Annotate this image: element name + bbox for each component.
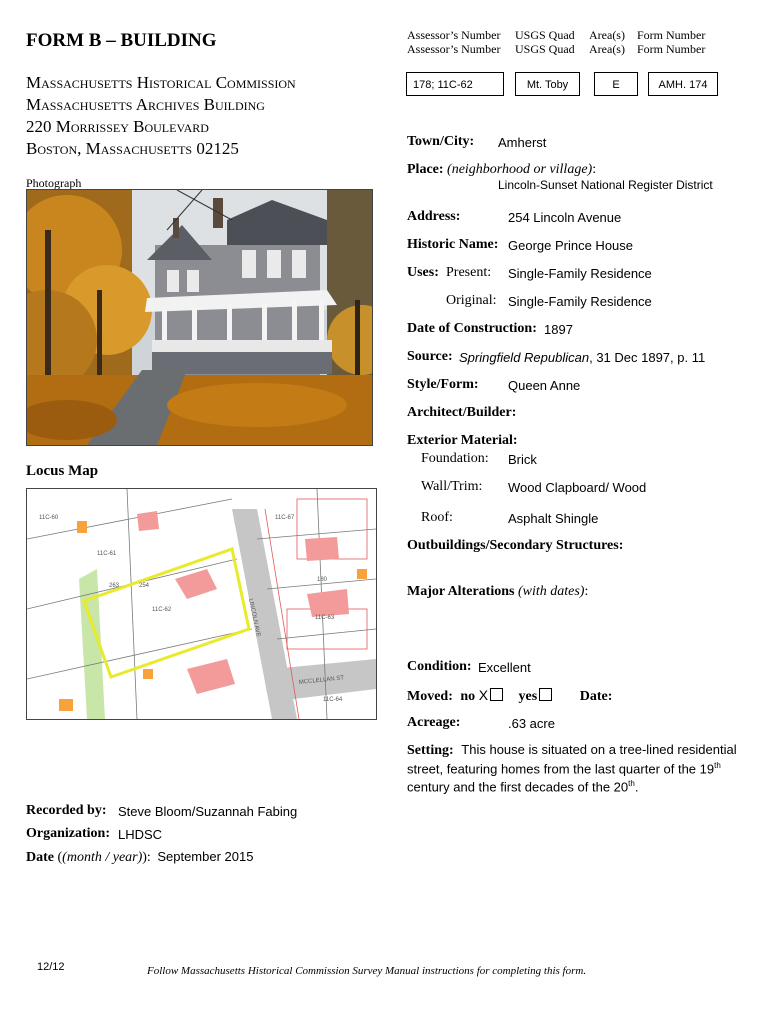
record-date-label: Date xyxy=(26,850,54,865)
instructions-note: Follow Massachusetts Historical Commission Survey Manual instructions for completing this form. xyxy=(147,965,587,977)
original-use-value[interactable]: Single-Family Residence xyxy=(508,294,652,309)
place-label: Place: xyxy=(407,162,444,177)
recorded-by-label: Recorded by: xyxy=(26,803,107,818)
date-of-construction-label: Date of Construction: xyxy=(407,321,537,336)
acreage-value[interactable]: .63 acre xyxy=(508,716,555,731)
record-date-sublabel: (month / year) xyxy=(62,850,143,865)
assessor-label: Assessor’s Number xyxy=(407,28,501,42)
place-sublabel: (neighborhood or village) xyxy=(447,162,593,177)
map-label-number-263: 263 xyxy=(109,583,120,589)
exterior-material-label: Exterior Material: xyxy=(407,433,518,448)
architect-label: Architect/Builder: xyxy=(407,405,517,420)
wall-trim-label: Wall/Trim: xyxy=(421,479,483,494)
style-value[interactable]: Queen Anne xyxy=(508,378,581,393)
photograph-label: Photograph xyxy=(26,176,82,190)
alterations-sublabel: (with dates) xyxy=(517,584,585,599)
setting-superscript-2: th xyxy=(628,779,635,789)
address-label: Address: xyxy=(407,209,461,224)
moved-yes-checkbox[interactable] xyxy=(539,688,552,701)
commission-line-4: Boston, Massachusetts 02125 xyxy=(26,139,239,158)
area-label: Area(s) xyxy=(589,28,625,42)
moved-no-checkbox[interactable] xyxy=(490,688,503,701)
moved-no-label: no xyxy=(460,689,476,704)
condition-value[interactable]: Excellent xyxy=(478,660,531,675)
setting-block xyxy=(407,742,747,795)
usgs-label: USGS Quad xyxy=(515,42,575,56)
recorded-by-value[interactable]: Steve Bloom/Suzannah Fabing xyxy=(118,804,298,819)
original-label: Original: xyxy=(446,293,497,308)
assessor-number-field[interactable]: 178; 11C-62 xyxy=(406,72,504,96)
form-number-field[interactable]: AMH. 174 xyxy=(648,72,718,96)
setting-label: Setting: xyxy=(407,743,454,758)
uses-label: Uses: xyxy=(407,265,439,280)
moved-label: Moved: xyxy=(407,689,453,704)
page-code: 12/12 xyxy=(37,961,65,973)
commission-line-2: Massachusetts Archives Building xyxy=(26,95,265,114)
moved-no-mark: X xyxy=(478,687,489,703)
date-of-construction-value[interactable]: 1897 xyxy=(544,322,573,337)
map-label-parcel-64: 11C-64 xyxy=(323,697,343,703)
organization-value[interactable]: LHDSC xyxy=(118,827,163,842)
present-label: Present: xyxy=(446,265,492,280)
alterations-row: Major Alterations (with dates): xyxy=(407,584,589,599)
condition-label: Condition: xyxy=(407,659,472,674)
present-use-value[interactable]: Single-Family Residence xyxy=(508,266,652,281)
setting-text-line-2: street, featuring homes from the last quarter of the 19 xyxy=(407,761,715,777)
source-label: Source: xyxy=(407,349,453,364)
usgs-label: USGS Quad xyxy=(515,28,575,42)
alterations-label: Major Alterations xyxy=(407,584,515,599)
usgs-quad-field[interactable]: Mt. Toby xyxy=(515,72,580,96)
commission-line-3: 220 Morrissey Boulevard xyxy=(26,117,209,136)
source-value[interactable] xyxy=(459,350,705,365)
record-date-row: Date ((month / year)): September 2015 xyxy=(26,849,254,865)
area-field[interactable]: E xyxy=(594,72,638,96)
foundation-value[interactable]: Brick xyxy=(508,452,537,467)
area-header xyxy=(589,28,625,56)
town-value[interactable]: Amherst xyxy=(498,135,547,150)
roof-label: Roof: xyxy=(421,510,453,525)
map-label-parcel-67: 11C-67 xyxy=(275,515,295,521)
map-label-number-254: 254 xyxy=(139,583,150,589)
acreage-label: Acreage: xyxy=(407,715,461,730)
foundation-label: Foundation: xyxy=(421,451,489,466)
area-label: Area(s) xyxy=(589,42,625,56)
setting-text-line-1: This house is situated on a tree-lined residential xyxy=(461,742,737,757)
setting-superscript-1: th xyxy=(714,761,721,770)
map-label-parcel-60: 11C-60 xyxy=(39,515,59,521)
assessor-label: Assessor’s Number xyxy=(407,42,501,56)
setting-text-line-3: century and the first decades of the 20 xyxy=(407,779,629,795)
style-label: Style/Form: xyxy=(407,377,479,392)
usgs-header xyxy=(515,28,575,56)
map-label-parcel-62: 11C-62 xyxy=(152,607,172,613)
map-label-parcel-61: 11C-61 xyxy=(97,551,117,557)
town-label: Town/City: xyxy=(407,134,475,149)
moved-row xyxy=(407,687,612,705)
moved-date-label: Date: xyxy=(579,689,613,704)
commission-name xyxy=(26,72,296,160)
historic-name-value[interactable]: George Prince House xyxy=(508,238,634,253)
place-row: Place: (neighborhood or village): xyxy=(407,162,597,177)
form-title: FORM B – BUILDING xyxy=(26,30,217,51)
map-label-number-180: 180 xyxy=(317,577,328,583)
locus-map xyxy=(26,488,377,720)
form-number-label: Form Number xyxy=(637,28,706,42)
building-photograph xyxy=(26,189,373,446)
source-citation: , 31 Dec 1897, p. 11 xyxy=(589,350,706,365)
locus-map-label: Locus Map xyxy=(26,463,99,479)
setting-period: . xyxy=(634,779,639,795)
assessor-header xyxy=(407,28,500,56)
source-publication: Springfield Republican xyxy=(459,350,590,365)
place-value[interactable]: Lincoln-Sunset National Register District xyxy=(498,178,713,192)
moved-yes-label: yes xyxy=(518,689,538,704)
form-number-label: Form Number xyxy=(637,42,706,56)
map-label-mcclellan-st: MCCLELLAN ST xyxy=(298,675,345,686)
form-number-header xyxy=(637,28,705,56)
map-label-lincoln-ave: LINCOLN AVE xyxy=(247,598,262,638)
record-date-value[interactable]: September 2015 xyxy=(157,849,254,864)
wall-trim-value[interactable]: Wood Clapboard/ Wood xyxy=(508,480,647,495)
map-label-parcel-63: 11C-63 xyxy=(315,615,335,621)
outbuildings-label: Outbuildings/Secondary Structures: xyxy=(407,538,624,553)
commission-line-1: Massachusetts Historical Commission xyxy=(26,73,296,92)
organization-label: Organization: xyxy=(26,826,110,841)
address-value[interactable]: 254 Lincoln Avenue xyxy=(508,210,622,225)
historic-name-label: Historic Name: xyxy=(407,237,499,252)
roof-value[interactable]: Asphalt Shingle xyxy=(508,511,599,526)
